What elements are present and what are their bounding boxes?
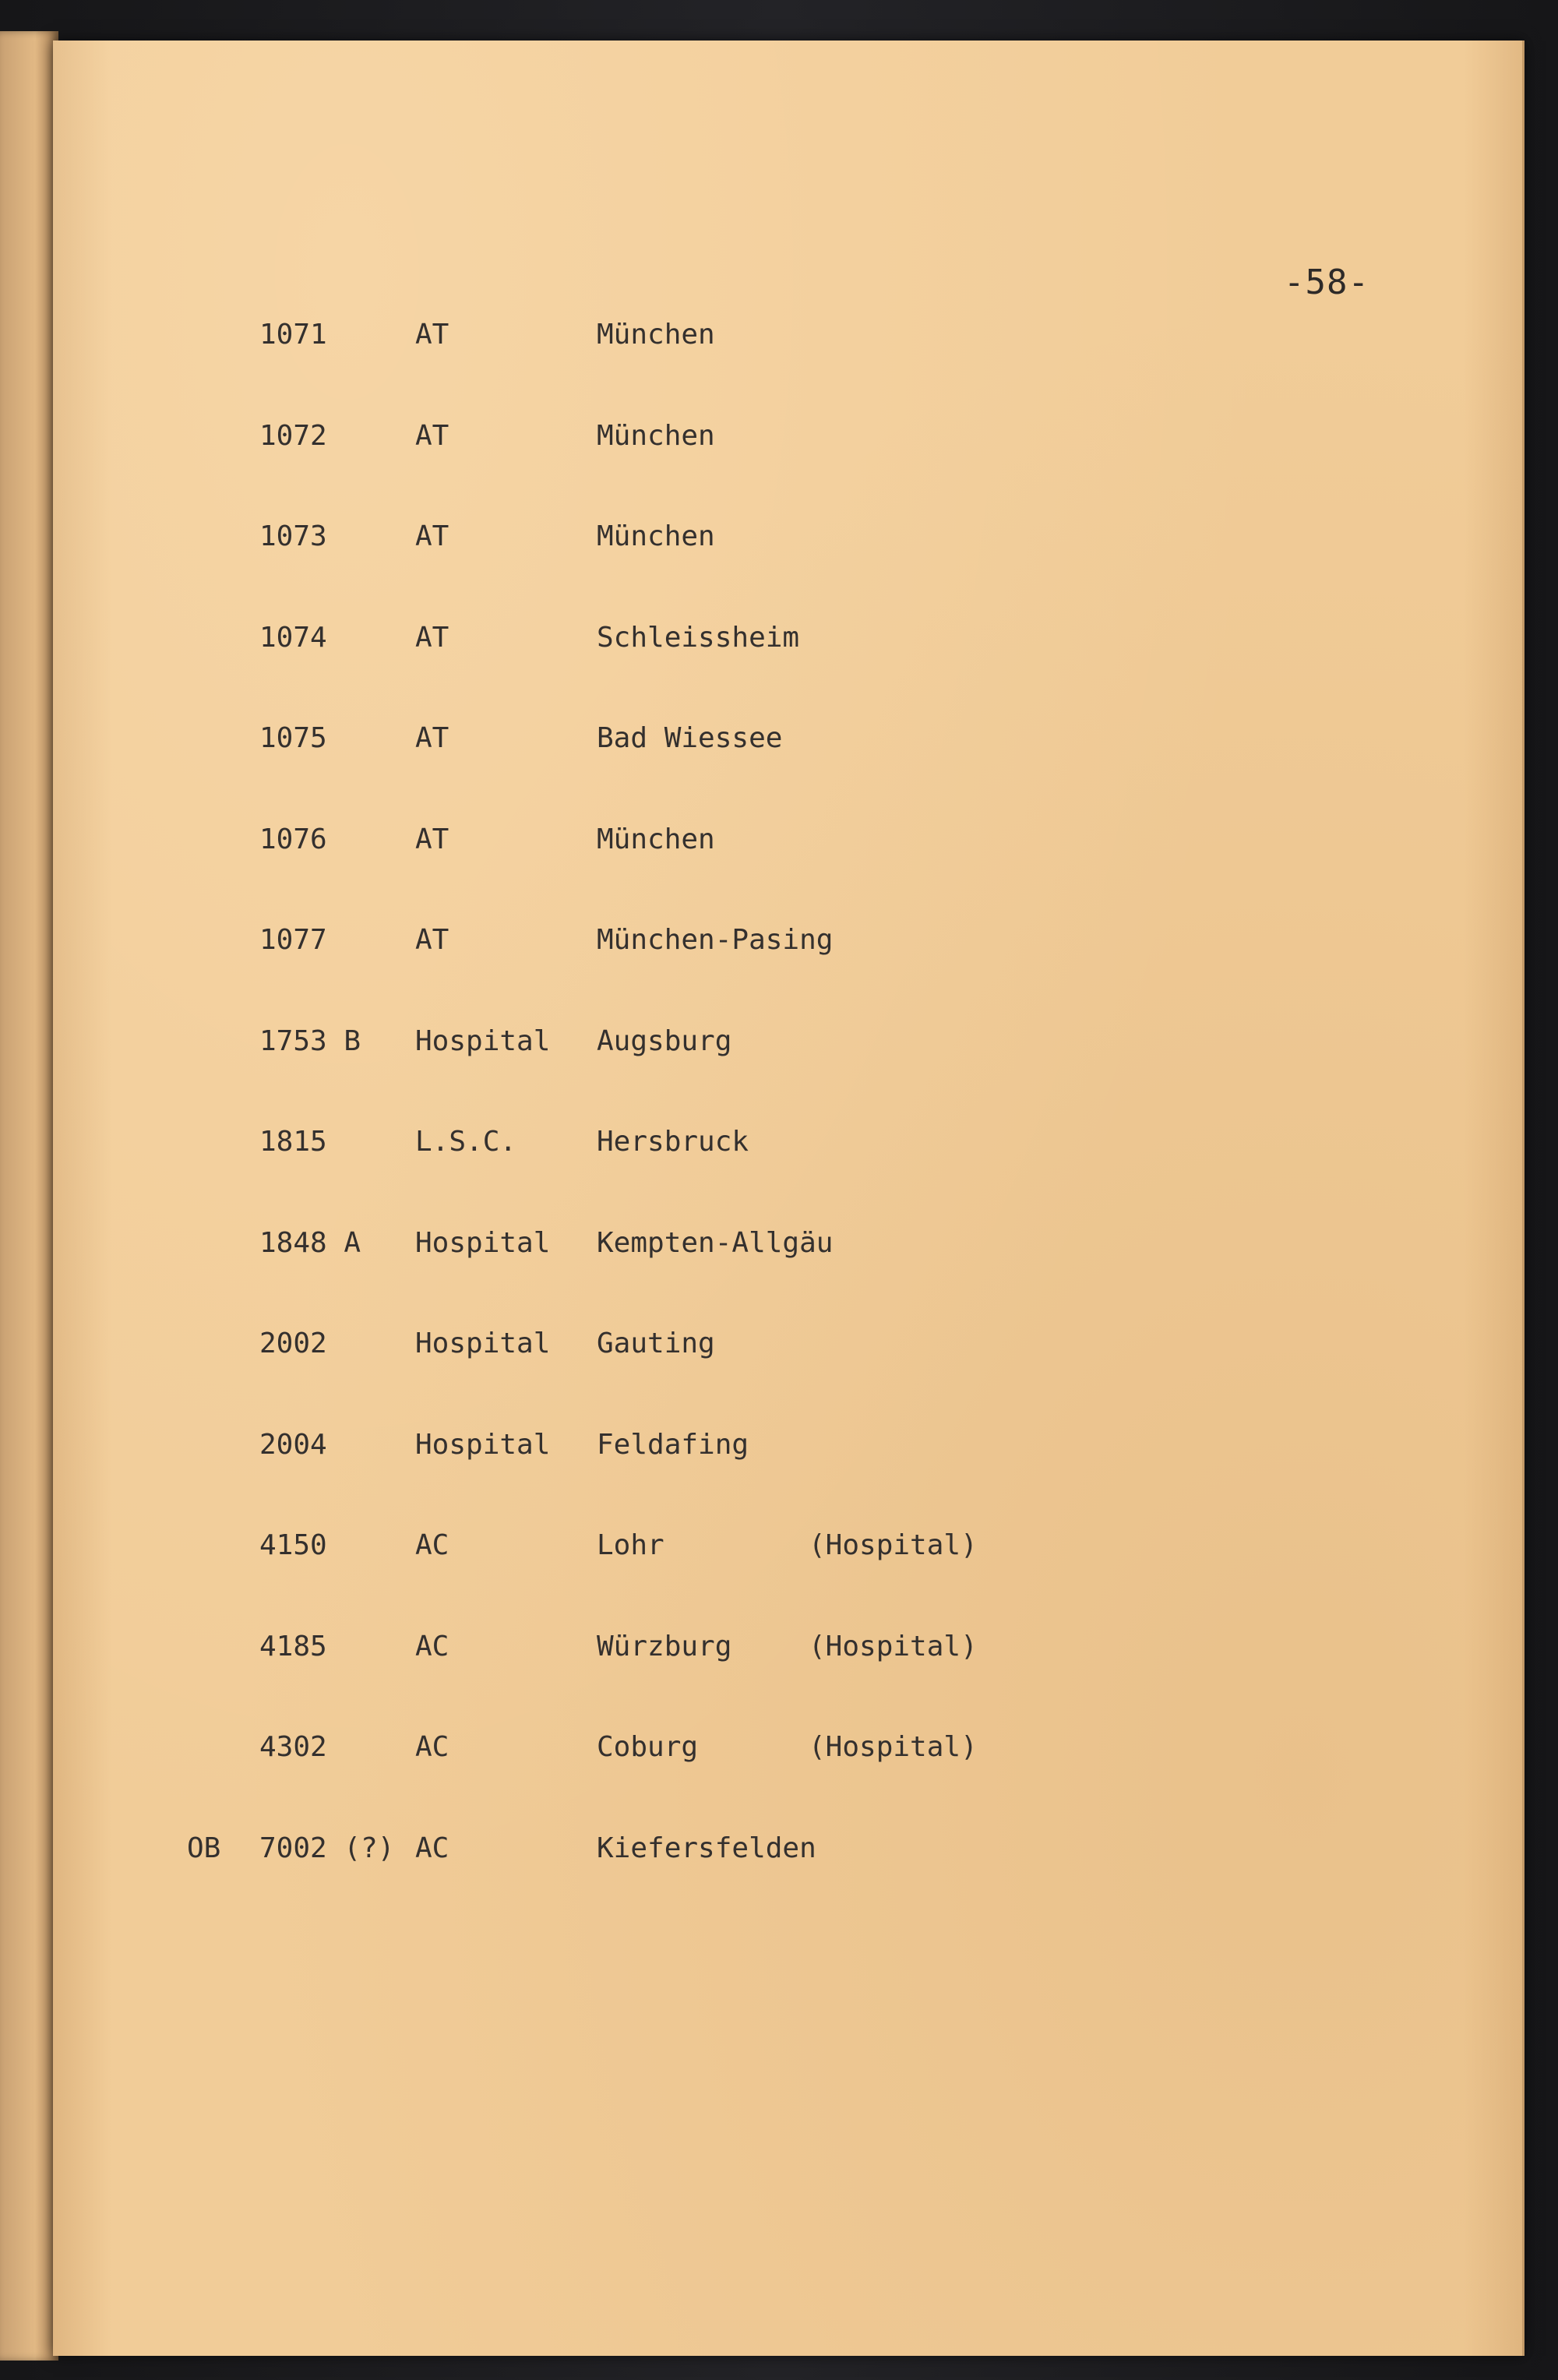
entry-number: 7002 (?)	[259, 1832, 395, 1864]
entry-type: AT	[415, 520, 449, 552]
entry-place: München	[597, 419, 715, 452]
entry-place: Augsburg	[597, 1024, 732, 1057]
entry-row	[53, 718, 1522, 820]
entry-note: (Hospital)	[809, 1731, 978, 1763]
entry-place: München	[597, 319, 715, 351]
entry-row	[53, 416, 1522, 517]
entry-note: (Hospital)	[809, 1630, 978, 1662]
entry-place: Feldafing	[597, 1428, 749, 1461]
document-page	[53, 41, 1525, 2356]
entry-row	[53, 517, 1522, 618]
entry-row	[53, 1223, 1522, 1324]
entry-note: (Hospital)	[809, 1529, 978, 1561]
entry-row	[53, 1122, 1522, 1223]
entry-prefix: OB	[187, 1832, 221, 1864]
entry-number: 1848 A	[259, 1226, 361, 1259]
entry-row	[53, 618, 1522, 719]
entry-row	[53, 315, 1522, 416]
entry-number: 1071	[259, 319, 327, 351]
entry-number: 4302	[259, 1731, 327, 1763]
entry-place: München-Pasing	[597, 924, 834, 956]
entry-number: 1072	[259, 419, 327, 452]
entry-place: Hersbruck	[597, 1126, 749, 1158]
entry-number: 1076	[259, 823, 327, 855]
entry-number: 1073	[259, 520, 327, 552]
entry-type: L.S.C.	[415, 1126, 517, 1158]
entry-number: 1753 B	[259, 1024, 361, 1057]
entry-place: Schleissheim	[597, 621, 800, 654]
entry-type: AC	[415, 1529, 449, 1561]
entry-row	[53, 1525, 1522, 1627]
entry-row	[53, 820, 1522, 921]
previous-page-edge	[0, 31, 58, 2361]
entry-row	[53, 1727, 1522, 1828]
entry-place: Coburg	[597, 1731, 699, 1763]
entry-place: Kiefersfelden	[597, 1832, 816, 1864]
entry-type: AC	[415, 1832, 449, 1864]
entry-row	[53, 1627, 1522, 1728]
entry-type: AC	[415, 1731, 449, 1763]
entry-type: AT	[415, 823, 449, 855]
entry-place: Würzburg	[597, 1630, 732, 1662]
entry-row	[53, 1021, 1522, 1123]
entry-number: 2002	[259, 1328, 327, 1359]
entry-type: Hospital	[415, 1328, 551, 1359]
entry-type: AT	[415, 419, 449, 452]
entry-number: 2004	[259, 1428, 327, 1461]
entry-number: 4150	[259, 1529, 327, 1561]
entry-type: AC	[415, 1630, 449, 1662]
entry-place: Gauting	[597, 1328, 715, 1359]
entry-type: AT	[415, 319, 449, 351]
entry-type: AT	[415, 924, 449, 956]
entry-type: AT	[415, 722, 449, 754]
entry-place: Bad Wiessee	[597, 722, 783, 754]
entry-list	[53, 315, 1522, 1929]
page-number: -58-	[1284, 263, 1369, 302]
entry-number: 1075	[259, 722, 327, 754]
entry-number: 1074	[259, 621, 327, 654]
entry-row	[53, 1425, 1522, 1526]
entry-row	[53, 920, 1522, 1021]
entry-number: 1077	[259, 924, 327, 956]
entry-place: München	[597, 520, 715, 552]
entry-number: 4185	[259, 1630, 327, 1662]
entry-place: Kempten-Allgäu	[597, 1226, 834, 1259]
entry-type: Hospital	[415, 1024, 551, 1057]
entry-row	[53, 1324, 1522, 1425]
entry-type: Hospital	[415, 1428, 551, 1461]
entry-place: Lohr	[597, 1529, 664, 1561]
entry-type: AT	[415, 621, 449, 654]
entry-type: Hospital	[415, 1226, 551, 1259]
entry-place: München	[597, 823, 715, 855]
entry-number: 1815	[259, 1126, 327, 1158]
entry-row	[53, 1828, 1522, 1930]
